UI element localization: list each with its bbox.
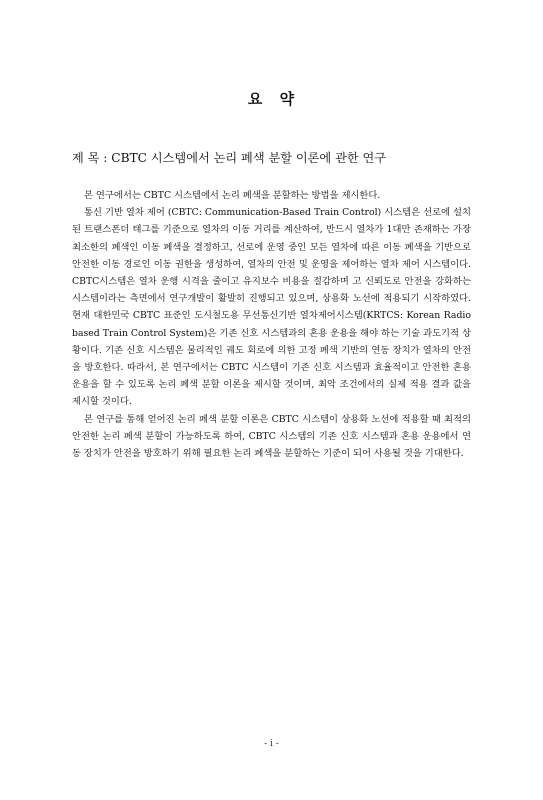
abstract-paragraph-1: 본 연구에서는 CBTC 시스템에서 논리 폐색을 분할하는 방법을 제시한다. (84, 190, 381, 201)
abstract-paragraph-3: 본 연구를 통해 얻어진 논리 폐색 분할 이론은 CBTC 시스템이 상용화 노선에 적용할 때 최적의 안전한 논리 폐색 분할이 가능하도록 하여, CBTC 시스템의 기존 신호 시스템과 혼용 운용에서 연동 장치가 안전을 방호하기 위해 필요한 논리 폐색을 분할하는 기준이 되어 사용될 것을 기대한다. (72, 413, 471, 460)
abstract-paragraph-2: 통신 기반 열차 제어 (CBTC: Communication-Based Train Control) 시스템은 선로에 설치된 트랜스폰더 태그를 기준으로 열차의 이동 거리를 계산하여, 반드시 열차가 1대만 존재하는 가장 최소한의 폐색인 이동 폐색을 결정하고, 선로에 운영 중인 모든 열차에 따른 이동 폐색을 기반으로 안전한 이동 경로인 이동 권한을 생성하여, 열차의 안전 및 운영을 제어하는 열차 제어 시스템이다. CBTC시스템은 열차 운행 시격을 줄이고 유지보수 비용을 절감하며 고 신뢰도로 안전을 강화하는 시스템이라는 측면에서 연구개발이 활발히 진행되고 있으며, 상용화 노선에 적용되기 시작하였다. 현재 대한민국 CBTC 표준인 도시철도용 무선통신기반 열차제어시스템(KRTCS: Korean Radio based Train Control System)은 기존 신호 시스템과의 혼용 운용을 해야 하는 기술 과도기적 상황이다. 기존 신호 시스템은 물리적인 궤도 회로에 의한 고정 폐색 기반의 연동 장치가 열차의 안전을 방호한다. 따라서, 본 연구에서는 CBTC 시스템이 기존 신호 시스템과 효율적이고 안전한 혼용 운용을 할 수 있도록 논리 폐색 분할 이론을 제시할 것이며, 최악 조건에서의 실제 적용 결과 값을 제시할 것이다. (72, 207, 471, 408)
document-title: 제 목 : CBTC 시스템에서 논리 폐색 분할 이론에 관한 연구 (72, 151, 387, 165)
abstract-body (72, 187, 471, 462)
page-number: - i - (264, 739, 279, 749)
abstract-heading: 요 약 (247, 90, 296, 108)
